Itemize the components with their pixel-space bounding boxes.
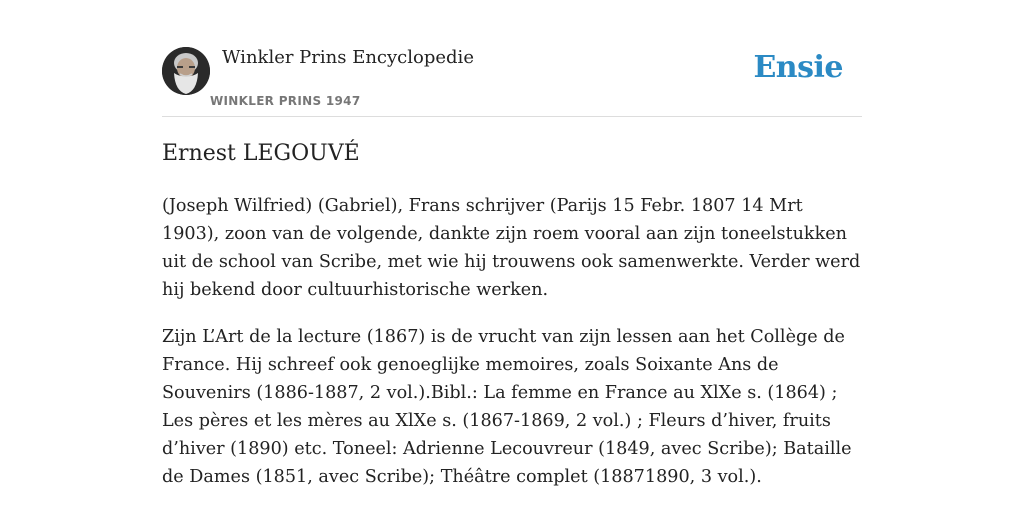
ensie-logo-link[interactable]: Ensie [753,50,843,85]
article-title: Ernest LEGOUVÉ [162,141,360,166]
avatar-portrait-icon [162,47,210,95]
source-header [162,46,862,117]
source-subtitle[interactable]: WINKLER PRINS 1947 [210,94,361,108]
article-paragraph: (Joseph Wilfried) (Gabriel), Frans schrijver (Parijs 15 Febr. 1807 14 Mrt 1903), zoon van de volgende, dankte zijn roem vooral aan zijn toneelstukken uit de school van Scribe, met wie hij trouwens ook samenwerkte. Verder werd hij bekend door cultuurhistorische werken. [162,196,861,300]
article-body [162,192,862,510]
source-title[interactable]: Winkler Prins Encyclopedie [222,47,474,68]
bearded-portrait-avatar[interactable] [162,47,210,95]
article-paragraph: Zijn L’Art de la lecture (1867) is de vrucht van zijn lessen aan het Collège de France. Hij schreef ook genoeglijke memoires, zoals Soixante Ans de Souvenirs (1886-1887, 2 vol.).Bibl.: La femme en France au XlXe s. (1864) ; Les pères et les mères au XlXe s. (1867-1869, 2 vol.) ; Fleurs d’hiver, fruits d’hiver (1890) etc. Toneel: Adrienne Lecouvreur (1849, avec Scribe); Bataille de Dames (1851, avec Scribe); Théâtre complet (18871890, 3 vol.). [162,327,852,487]
